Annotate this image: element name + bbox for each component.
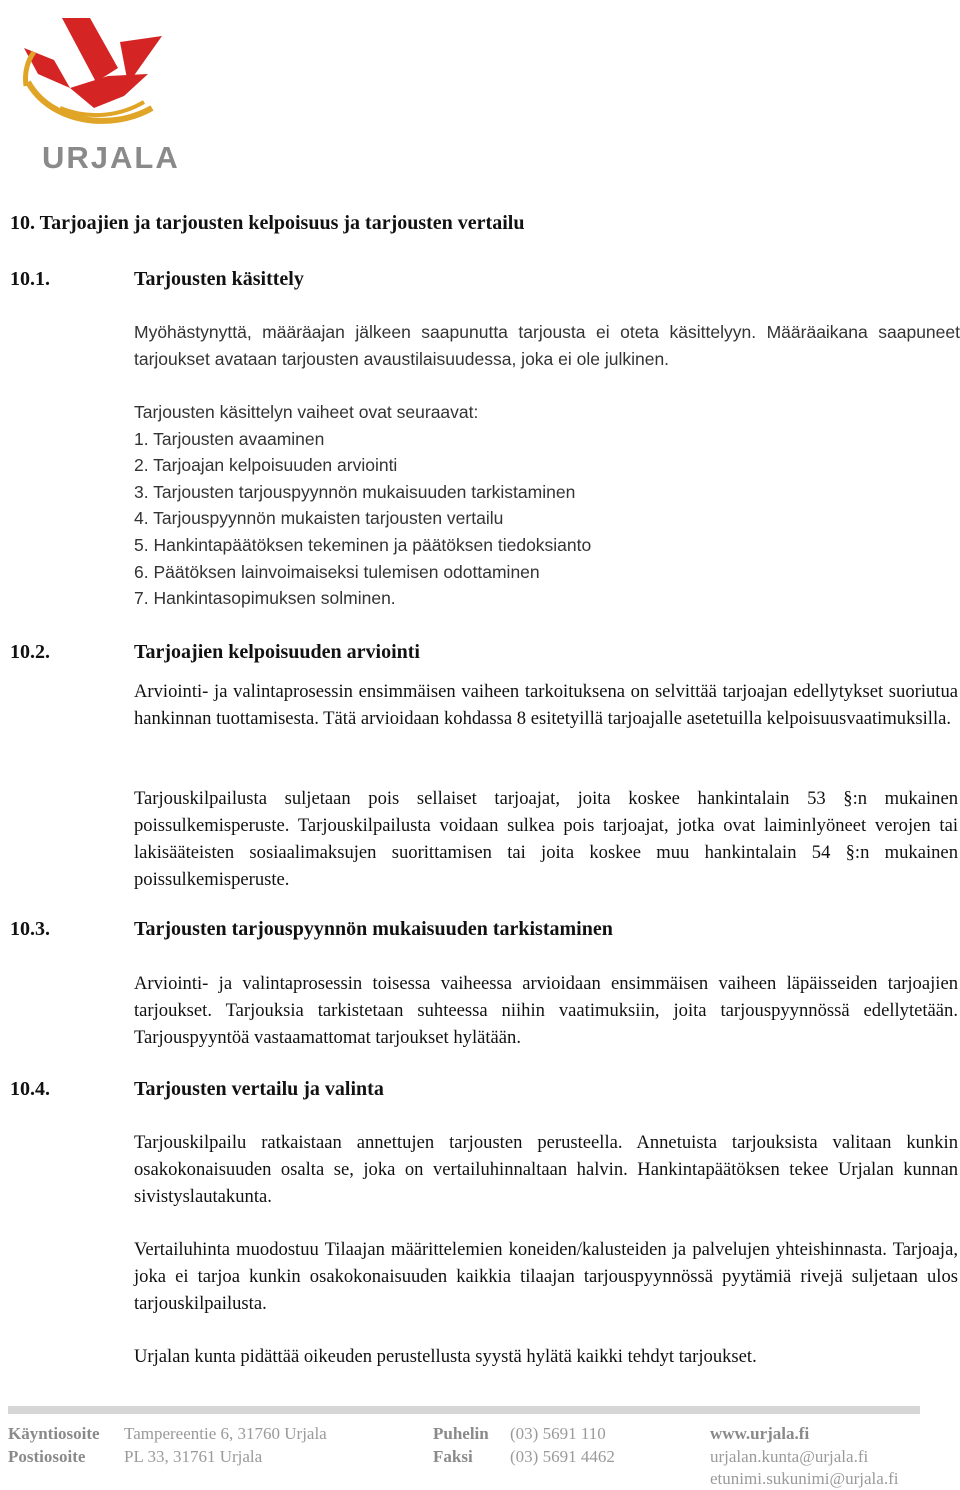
section-title-10-2: Tarjoajien kelpoisuuden arviointi [134,641,420,663]
dove-emblem-icon [20,12,170,142]
list-item: 7. Hankintasopimuksen solminen. [134,588,396,609]
urjala-logo [20,12,180,175]
section-10-4-paragraph-3: Urjalan kunta pidättää oikeuden perustellusta syystä hylätä kaikki tehdyt tarjoukset. [134,1346,757,1367]
section-10-3-paragraph: Arviointi- ja valintaprosessin toisessa vaiheessa arvioidaan ensimmäisen vaiheen läpäisseiden tarjoajien tarjoukset. Tarjouksia tarkistetaan suhteessa niihin vaatimuksiin, joita tarjouspyynnössä edellytetään. Tarjouspyyntöä vastaamattomat tarjoukset hylätään. [134,973,958,1048]
email-link[interactable]: urjalan.kunta@urjala.fi [710,1447,869,1466]
page-title: 10. Tarjoajien ja tarjousten kelpoisuus ja tarjousten vertailu [10,212,525,234]
list-item: 5. Hankintapäätöksen tekeminen ja päätöksen tiedoksianto [134,534,592,555]
steps-list [134,399,591,612]
fax-label: Faksi [433,1447,473,1466]
footer-divider [8,1406,920,1414]
section-10-2-paragraph-1: Arviointi- ja valintaprosessin ensimmäisen vaiheen tarkoituksena on selvittää tarjoajan edellytykset suoriutua hankinnan tuottamisesta. Tätä arvioidaan kohdassa 8 esitetyillä tarjoajalle asetetuilla kelpoisuusvaatimuksilla. [134,681,958,729]
section-title-10-4: Tarjousten vertailu ja valinta [134,1078,384,1100]
post-address: PL 33, 31761 Urjala [124,1447,263,1466]
visit-address-label: Käyntiosoite [8,1424,100,1443]
list-item: 6. Päätöksen lainvoimaiseksi tulemisen odottaminen [134,561,540,582]
list-item: 2. Tarjoajan kelpoisuuden arviointi [134,455,398,476]
list-item: 3. Tarjousten tarjouspyynnön mukaisuuden tarkistaminen [134,481,576,502]
phone-number: (03) 5691 110 [510,1424,606,1443]
section-number-10-4: 10.4. [10,1078,50,1100]
section-number-10-2: 10.2. [10,641,50,663]
email-pattern: etunimi.sukunimi@urjala.fi [710,1469,899,1488]
section-title-10-3: Tarjousten tarjouspyynnön mukaisuuden tarkistaminen [134,918,613,940]
visit-address: Tampereentie 6, 31760 Urjala [124,1424,327,1443]
steps-intro: Tarjousten käsittelyn vaiheet ovat seuraavat: [134,402,479,422]
section-number-10-1: 10.1. [10,268,50,290]
post-address-label: Postiosoite [8,1447,86,1466]
section-number-10-3: 10.3. [10,918,50,940]
list-item: 1. Tarjousten avaaminen [134,428,325,449]
section-10-4-paragraph-2: Vertailuhinta muodostuu Tilaajan määrittelemien koneiden/kalusteiden ja palvelujen yhteishinnasta. Tarjoaja, joka ei tarjoa kunkin osakokonaisuuden kaikkia tilaajan tarjouspyynnössä pyytämiä rivejä suljetaan ulos tarjouskilpailusta. [134,1239,958,1314]
section-10-1-paragraph: Myöhästynyttä, määräajan jälkeen saapunutta tarjousta ei oteta käsittelyyn. Määräaikana saapuneet tarjoukset avataan tarjousten avaustilaisuudessa, joka ei ole julkinen. [134,322,960,369]
section-10-2-paragraph-2: Tarjouskilpailusta suljetaan pois sellaiset tarjoajat, joita koskee hankintalain 53 §:n mukainen poissulkemisperuste. Tarjouskilpailusta voidaan sulkea pois tarjoajat, jotka ovat laiminlyöneet verojen tai lakisääteisten sosiaalimaksujen suorittamisen tai joita koskee muu hankintalain 54 §:n mukainen poissulkemisperuste. [134,788,958,890]
section-title-10-1: Tarjousten käsittely [134,268,304,290]
phone-label: Puhelin [433,1424,489,1443]
logo-text: URJALA [42,140,180,175]
website-link[interactable]: www.urjala.fi [710,1424,810,1443]
list-item: 4. Tarjouspyynnön mukaisten tarjousten vertailu [134,508,504,529]
section-10-4-paragraph-1: Tarjouskilpailu ratkaistaan annettujen tarjousten perusteella. Annetuista tarjouksista valitaan kunkin osakokonaisuuden osalta se, joka on vertailuhinnaltaan halvin. Hankintapäätöksen tekee Urjalan kunnan sivistyslautakunta. [134,1132,958,1207]
fax-number: (03) 5691 4462 [510,1447,615,1466]
